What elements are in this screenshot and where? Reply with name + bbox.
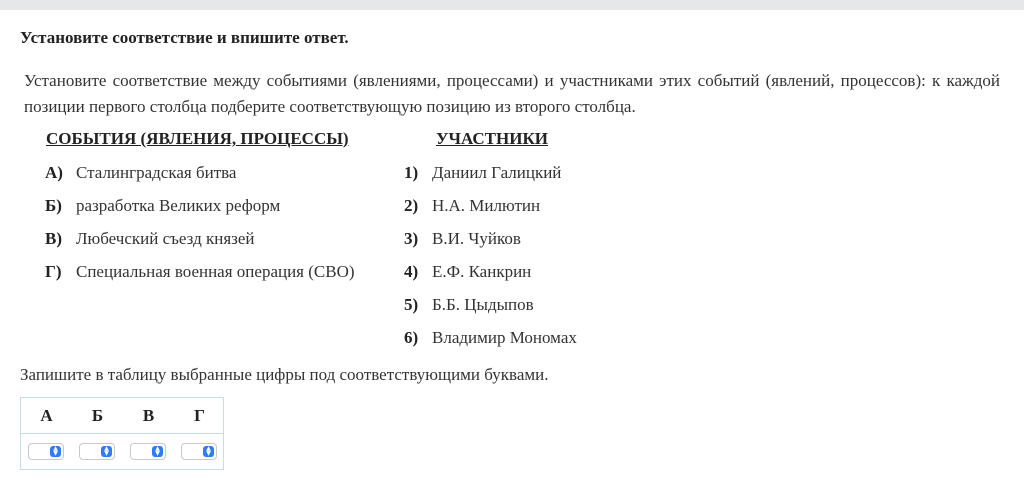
participants-column-title: УЧАСТНИКИ [436,129,548,148]
event-text: Любечский съезд князей [76,229,255,248]
select-arrows-icon: ▲ ▼ [203,446,214,457]
participant-number: 2) [404,196,419,215]
participant-item [404,196,540,216]
participant-text: Даниил Галицкий [432,163,562,182]
event-letter: В) [45,229,62,248]
answer-header-g: Г [194,406,205,425]
answer-header-v: В [142,406,155,425]
event-letter: Б) [45,196,62,215]
answer-instruction: Запишите в таблицу выбранные цифры под соответствующими буквами. [20,365,549,384]
event-letter: Г) [45,262,62,281]
event-item [45,229,255,249]
participant-item [404,229,521,249]
participant-item [404,163,561,183]
select-arrows-icon: ▲ ▼ [152,446,163,457]
participant-number: 3) [404,229,419,248]
participant-number: 6) [404,328,419,347]
participant-item [404,328,577,348]
task-description: Установите соответствие между событиями (явлениями, процессами) и участниками этих событий (явлений, процессов): к каждой позиции первого столбца подберите соответствующую позицию из второго столбца. [24,71,1000,116]
event-letter: А) [45,163,63,182]
events-column-title: СОБЫТИЯ (ЯВЛЕНИЯ, ПРОЦЕССЫ) [46,129,349,148]
participant-item [404,295,534,315]
answer-select-g[interactable] [181,443,217,460]
event-text: Сталинградская битва [76,163,237,182]
table-divider [21,433,223,434]
event-item [45,262,355,282]
participant-number: 5) [404,295,419,314]
event-item [45,196,280,216]
answer-header-a: А [40,406,53,425]
participant-text: В.И. Чуйков [432,229,521,248]
participant-number: 1) [404,163,419,182]
answer-header-b: Б [91,406,104,425]
participant-item [404,262,531,282]
answer-table [20,397,224,470]
participant-text: Н.А. Милютин [432,196,541,215]
participant-text: Владимир Мономах [432,328,577,347]
participant-text: Б.Б. Цыдыпов [432,295,534,314]
top-bar [0,0,1024,10]
answer-select-v[interactable] [130,443,166,460]
event-text: Специальная военная операция (СВО) [76,262,355,281]
event-item [45,163,236,183]
participant-number: 4) [404,262,419,281]
select-arrows-icon: ▲ ▼ [101,446,112,457]
task-heading: Установите соответствие и впишите ответ. [20,28,349,47]
answer-select-a[interactable] [28,443,64,460]
participant-text: Е.Ф. Канкрин [432,262,532,281]
answer-select-b[interactable] [79,443,115,460]
select-arrows-icon: ▲ ▼ [50,446,61,457]
event-text: разработка Великих реформ [76,196,281,215]
